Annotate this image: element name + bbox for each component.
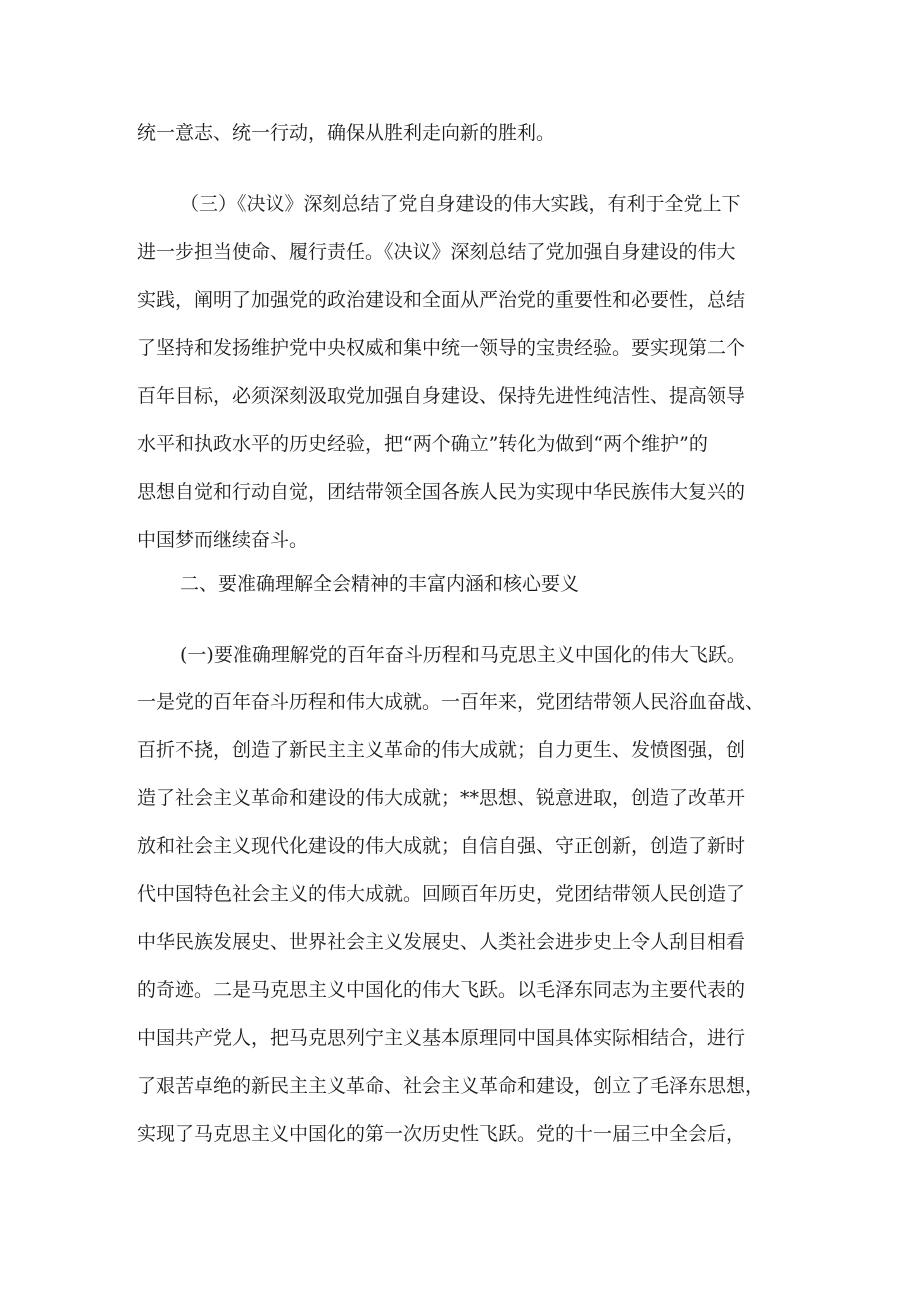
text-line: 的奇迹。二是马克思主义中国化的伟大飞跃。以毛泽东同志为主要代表的 — [137, 979, 746, 1001]
text-line: 中国共产党人，把马克思列宁主义基本原理同中国具体实际相结合，进行 — [137, 1027, 746, 1049]
text-line: 思想自觉和行动自觉，团结带领全国各族人民为实现中华民族伟大复兴的 — [137, 481, 746, 503]
text-line: 进一步担当使命、履行责任。《决议》深刻总结了党加强自身建设的伟大 — [137, 241, 736, 263]
text-line: 统一意志、统一行动，确保从胜利走向新的胜利。 — [137, 122, 556, 144]
paragraph-heading-line: （三）《决议》深刻总结了党自身建设的伟大实践，有利于全党上下 — [180, 193, 741, 215]
paragraph-heading-line: (一)要准确理解党的百年奋斗历程和马克思主义中国化的伟大飞跃。 — [180, 644, 746, 666]
text-line: 水平和执政水平的历史经验，把“两个确立”转化为做到“两个维护”的 — [137, 433, 708, 455]
text-line: 代中国特色社会主义的伟大成就。回顾百年历史，党团结带领人民创造了 — [137, 883, 746, 905]
text-line: 了坚持和发扬维护党中央权威和集中统一领导的宝贵经验。要实现第二个 — [137, 337, 746, 359]
text-line: 一是党的百年奋斗历程和伟大成就。一百年来，党团结带领人民浴血奋战、 — [137, 691, 765, 713]
text-line: 造了社会主义革命和建设的伟大成就；**思想、锐意进取，创造了改革开 — [137, 787, 746, 809]
text-line: 中华民族发展史、世界社会主义发展史、人类社会进步史上令人刮目相看 — [137, 931, 746, 953]
text-line: 中国梦而继续奋斗。 — [137, 529, 309, 551]
text-line: 了艰苦卓绝的新民主主义革命、社会主义革命和建设，创立了毛泽东思想， — [137, 1075, 765, 1097]
text-line: 放和社会主义现代化建设的伟大成就；自信自强、守正创新，创造了新时 — [137, 835, 746, 857]
text-line: 实践，阐明了加强党的政治建设和全面从严治党的重要性和必要性，总结 — [137, 289, 746, 311]
text-line: 实现了马克思主义中国化的第一次历史性飞跃。党的十一届三中全会后， — [137, 1123, 746, 1145]
text-line: 百折不挠，创造了新民主主义革命的伟大成就；自力更生、发愤图强，创 — [137, 739, 746, 761]
section-heading: 二、要准确理解全会精神的丰富内涵和核心要义 — [180, 573, 580, 595]
text-line: 百年目标，必须深刻汲取党加强自身建设、保持先进性纯洁性、提高领导 — [137, 385, 746, 407]
